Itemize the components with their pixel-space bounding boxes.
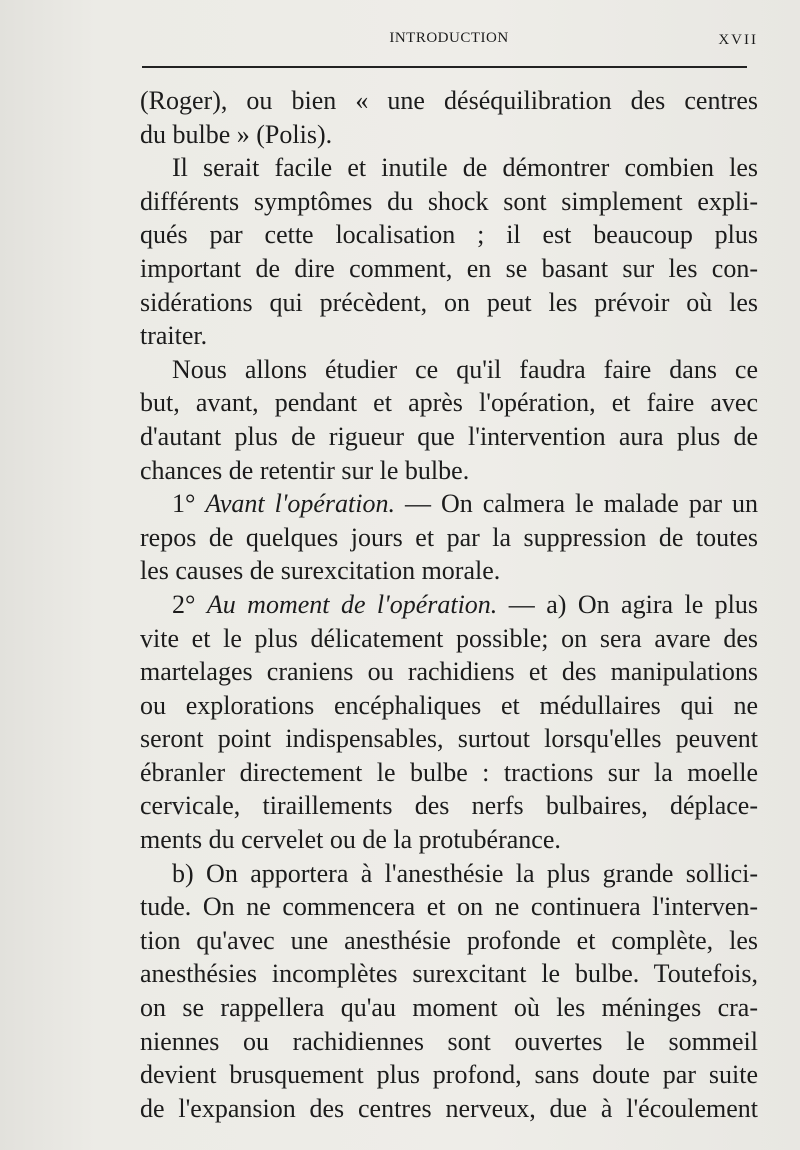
text-line: traiter. (140, 321, 208, 351)
section-number: 1° (172, 489, 196, 519)
text-line: niennes ou rachidiennes sont ouvertes le sommeil (140, 1026, 758, 1056)
text-line: ébranler directement le bulbe : tractions sur la moelle (140, 757, 758, 787)
text-line: on se rappellera qu'au moment où les méninges cra- (140, 993, 758, 1023)
text-fragment: — a) On agira le plus (508, 589, 759, 619)
text-line: ou explorations encéphaliques et médullaires qui ne (140, 690, 758, 720)
text-line: anesthésies incomplètes surexcitant le bulbe. Toutefois, (140, 959, 758, 989)
text-line: du bulbe » (Polis). (140, 119, 333, 149)
section-heading-line (140, 588, 758, 622)
text-line: devient brusquement plus profond, sans doute par suite (140, 1060, 758, 1090)
section-heading: Au moment de l'opération. (206, 589, 498, 619)
text-line: chances de retentir sur le bulbe. (140, 455, 470, 485)
text-line: qués par cette localisation ; il est beaucoup plus (140, 220, 758, 250)
running-head (140, 30, 758, 52)
page-number: XVII (718, 32, 758, 48)
text-line: b) On apportera à l'anesthésie la plus grande sollici- (172, 858, 758, 888)
header-rule (142, 66, 747, 68)
text-line: les causes de surexcitation morale. (140, 556, 501, 586)
text-line: important de dire comment, en se basant sur les con- (140, 253, 758, 283)
text-fragment: — On calmera le malade par un (405, 489, 759, 519)
section-heading-line (140, 487, 758, 521)
text-line: repos de quelques jours et par la suppression de toutes (140, 522, 758, 552)
running-head-title: INTRODUCTION (389, 30, 509, 46)
text-line: Il serait facile et inutile de démontrer combien les (172, 153, 758, 183)
text-line: ments du cervelet ou de la protubérance. (140, 825, 561, 855)
text-line: sidérations qui précèdent, on peut les prévoir où les (140, 287, 758, 317)
text-line: but, avant, pendant et après l'opération, et faire avec (140, 388, 758, 418)
text-line: d'autant plus de rigueur que l'intervention aura plus de (140, 421, 758, 451)
text-line: seront point indispensables, surtout lorsqu'elles peuvent (140, 724, 758, 754)
text-line: cervicale, tiraillements des nerfs bulbaires, déplace- (140, 791, 758, 821)
text-line: Nous allons étudier ce qu'il faudra faire dans ce (172, 354, 758, 384)
text-line: tude. On ne commencera et on ne continuera l'interven- (140, 892, 758, 922)
text-line: de l'expansion des centres nerveux, due à l'écoulement (140, 1093, 758, 1123)
body-text (140, 84, 758, 1125)
text-line: vite et le plus délicatement possible; on sera avare des (140, 623, 758, 653)
text-line: tion qu'avec une anesthésie profonde et complète, les (140, 925, 758, 955)
text-line: martelages craniens ou rachidiens et des manipulations (140, 657, 758, 687)
text-line: différents symptômes du shock sont simplement expli- (140, 186, 758, 216)
section-number: 2° (172, 589, 196, 619)
section-heading: Avant l'opération. (205, 489, 395, 519)
text-line: (Roger), ou bien « une déséquilibration des centres (140, 86, 758, 115)
